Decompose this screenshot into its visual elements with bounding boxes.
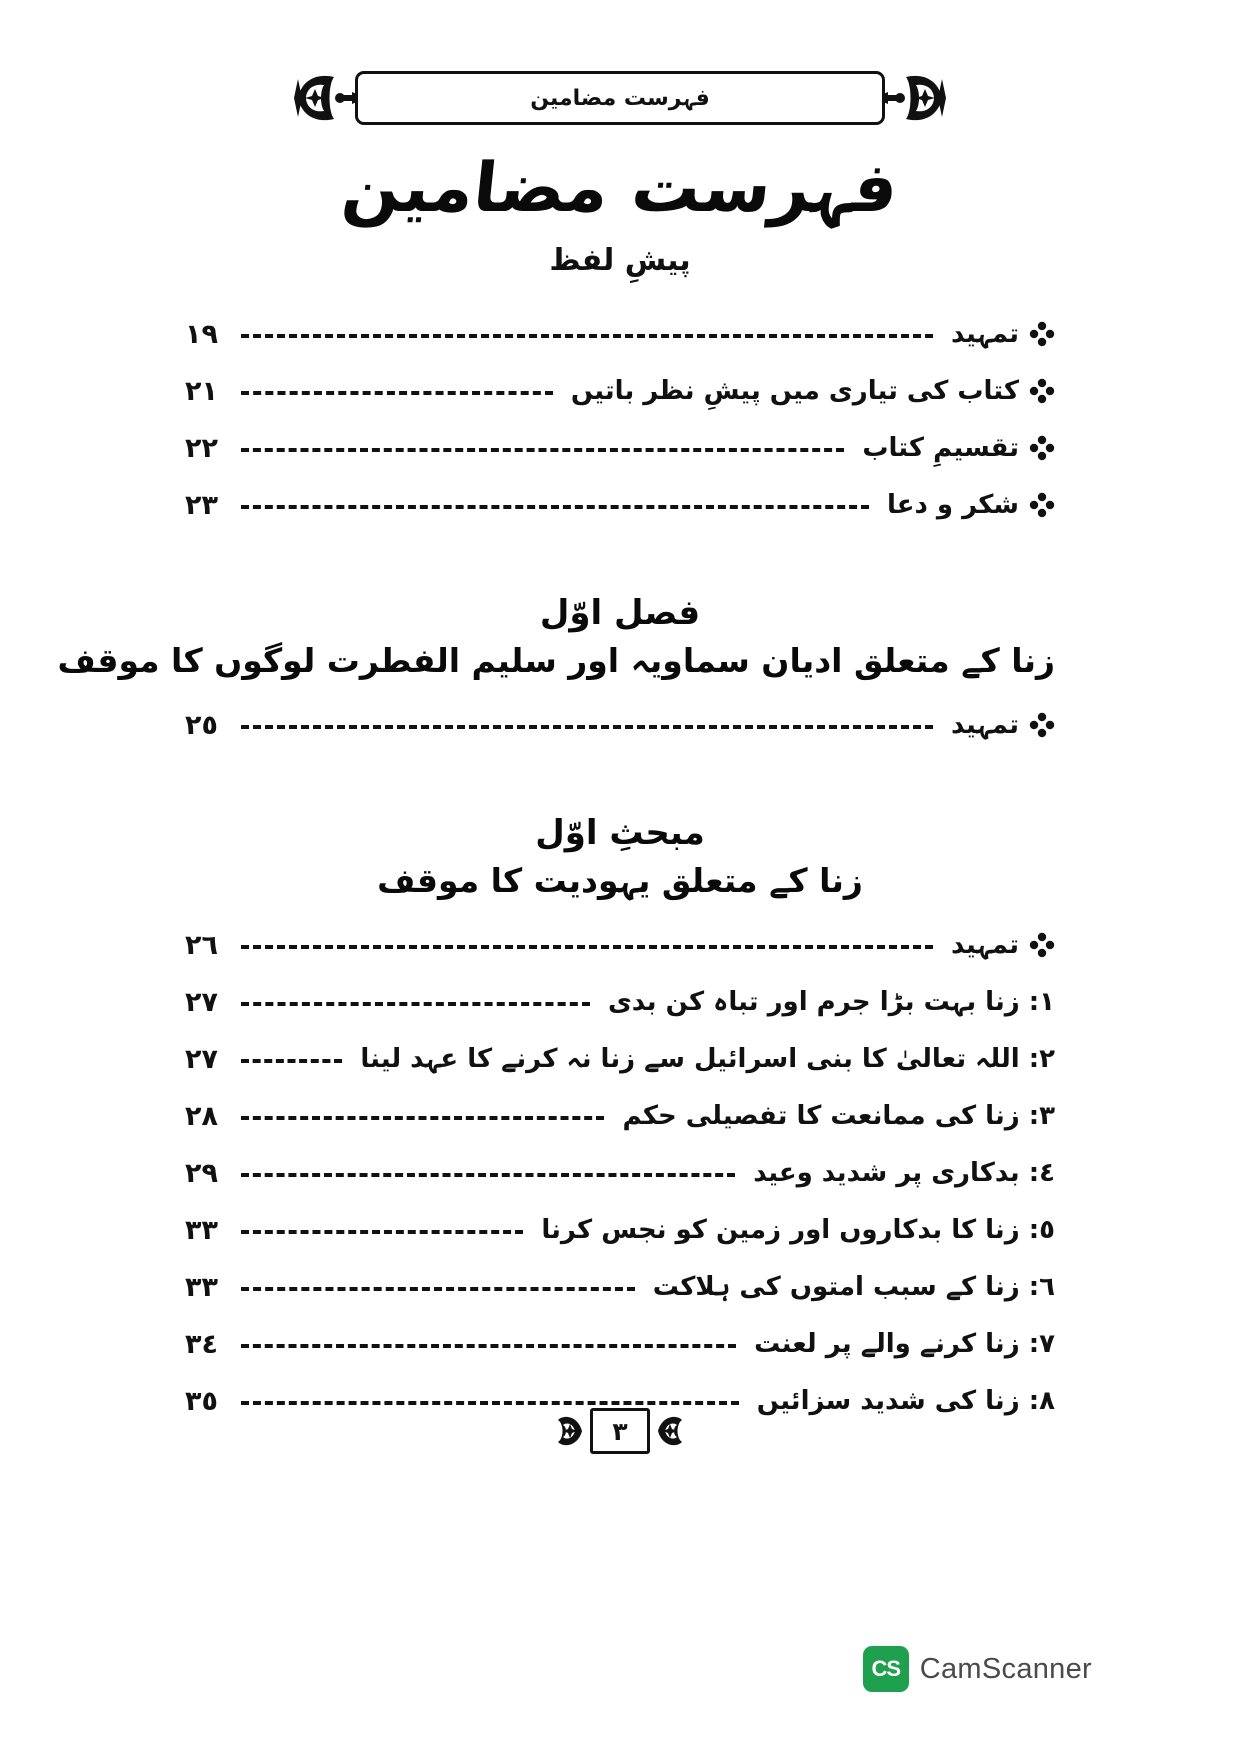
toc-row[interactable] [185, 1037, 1055, 1081]
toc-group-section-two [185, 923, 1055, 1423]
toc-row[interactable] [185, 312, 1055, 356]
toc-row[interactable] [185, 703, 1055, 747]
toc-row[interactable] [185, 426, 1055, 470]
flower-bullet-icon [1029, 712, 1055, 738]
toc-entry-label: ١: زنا بہت بڑا جرم اور تباہ کن بدی [607, 987, 1055, 1018]
dot-leader [241, 448, 844, 452]
dot-leader [241, 1173, 735, 1177]
toc-entry-page: ١٩ [185, 318, 218, 350]
footer-page-number: ٣ [590, 1408, 650, 1454]
dot-leader [241, 505, 869, 509]
toc-row[interactable] [185, 980, 1055, 1024]
toc-row[interactable] [185, 1151, 1055, 1195]
toc-group-section-one [185, 703, 1055, 747]
toc-entry-page: ٣٥ [185, 1385, 218, 1417]
section-heading-two [185, 812, 1055, 903]
toc-entry-label: تمہید [950, 319, 1019, 349]
toc-group-preface [185, 312, 1055, 527]
section-heading-title: فصل اوّل [539, 593, 701, 633]
toc-entry-label: کتاب کی تیاری میں پیشِ نظر باتیں [570, 376, 1019, 406]
toc-entry-page: ٢٨ [185, 1100, 218, 1132]
toc-row[interactable] [185, 923, 1055, 967]
flower-bullet-icon [1029, 378, 1055, 404]
section-heading-one [57, 592, 1055, 683]
toc-entry-label: شکر و دعا [887, 490, 1019, 520]
toc-row[interactable] [185, 1094, 1055, 1138]
toc-row[interactable] [185, 1265, 1055, 1309]
toc-entry-page: ٢٦ [185, 929, 218, 961]
banner-title: فہرست مضامین [530, 85, 710, 111]
page-subtitle: پیشِ لفظ [549, 243, 691, 278]
toc-row[interactable] [185, 1208, 1055, 1252]
toc-entry-label: تمہید [950, 930, 1019, 961]
toc-entry-page: ٣٣ [185, 1214, 218, 1246]
toc-entry-label: ٣: زنا کی ممانعت کا تفصیلی حکم [622, 1101, 1055, 1132]
toc-entry-label: ٢: اللہ تعالیٰ کا بنی اسرائیل سے زنا نہ کرنے کا عہد لینا [360, 1044, 1055, 1075]
toc-entry-label: ٤: بدکاری پر شدید وعید [753, 1158, 1055, 1189]
footer-ornament-icon [654, 1410, 688, 1452]
dot-leader [241, 391, 553, 395]
toc-entry-label: ٦: زنا کے سبب امتوں کی ہلاکت [652, 1272, 1055, 1303]
camscanner-badge-icon: CS [863, 1646, 909, 1692]
section-heading-description: زنا کے متعلق یہودیت کا موقف [377, 860, 863, 900]
dot-leader [241, 1344, 736, 1348]
flower-bullet-icon [1029, 321, 1055, 347]
footer-ornament-icon [552, 1410, 586, 1452]
dot-leader [241, 1287, 635, 1291]
toc-entry-label: ٨: زنا کی شدید سزائیں [756, 1386, 1055, 1417]
dot-leader [241, 945, 933, 949]
toc-row[interactable] [185, 483, 1055, 527]
toc-entry-page: ٢٣ [185, 489, 218, 521]
toc-entry-page: ٢٢ [185, 432, 218, 464]
section-heading-description: زنا کے متعلق ادیان سماویہ اور سلیم الفطرت لوگوں کا موقف [57, 640, 1055, 680]
toc-entry-page: ٣٤ [185, 1328, 218, 1360]
dot-leader [241, 725, 933, 729]
toc-entry-label: تمہید [950, 710, 1019, 741]
flower-bullet-icon [1029, 435, 1055, 461]
dot-leader [241, 1116, 604, 1120]
toc-entry-page: ٢٩ [185, 1157, 218, 1189]
flower-bullet-icon [1029, 492, 1055, 518]
toc-entry-page: ٢٧ [185, 1043, 218, 1075]
footer-page-ornament [0, 1408, 1240, 1454]
toc-entry-page: ٢٧ [185, 986, 218, 1018]
toc-row[interactable] [185, 1322, 1055, 1366]
toc-row[interactable] [185, 369, 1055, 413]
toc-entry-page: ٢١ [185, 375, 218, 407]
dot-leader [241, 1059, 342, 1063]
toc-entry-label: ٥: زنا کا بدکاروں اور زمین کو نجس کرنا [541, 1215, 1055, 1246]
dot-leader [241, 334, 933, 338]
table-of-contents [57, 312, 1055, 1436]
toc-entry-page: ٣٣ [185, 1271, 218, 1303]
header-banner [0, 62, 1240, 134]
dot-leader [241, 1002, 590, 1006]
flower-bullet-icon [1029, 932, 1055, 958]
banner-frame [364, 71, 876, 125]
camscanner-label: CamScanner [919, 1652, 1092, 1685]
toc-entry-label: تقسیمِ کتاب [862, 433, 1019, 463]
section-heading-title: مبحثِ اوّل [535, 813, 705, 854]
dot-leader [241, 1230, 523, 1234]
page-title: فہرست مضامین [338, 149, 902, 228]
toc-entry-page: ٢٥ [185, 709, 218, 741]
camscanner-watermark [863, 1646, 1092, 1692]
toc-entry-label: ٧: زنا کرنے والے پر لعنت [754, 1329, 1055, 1360]
dot-leader [241, 1401, 739, 1405]
